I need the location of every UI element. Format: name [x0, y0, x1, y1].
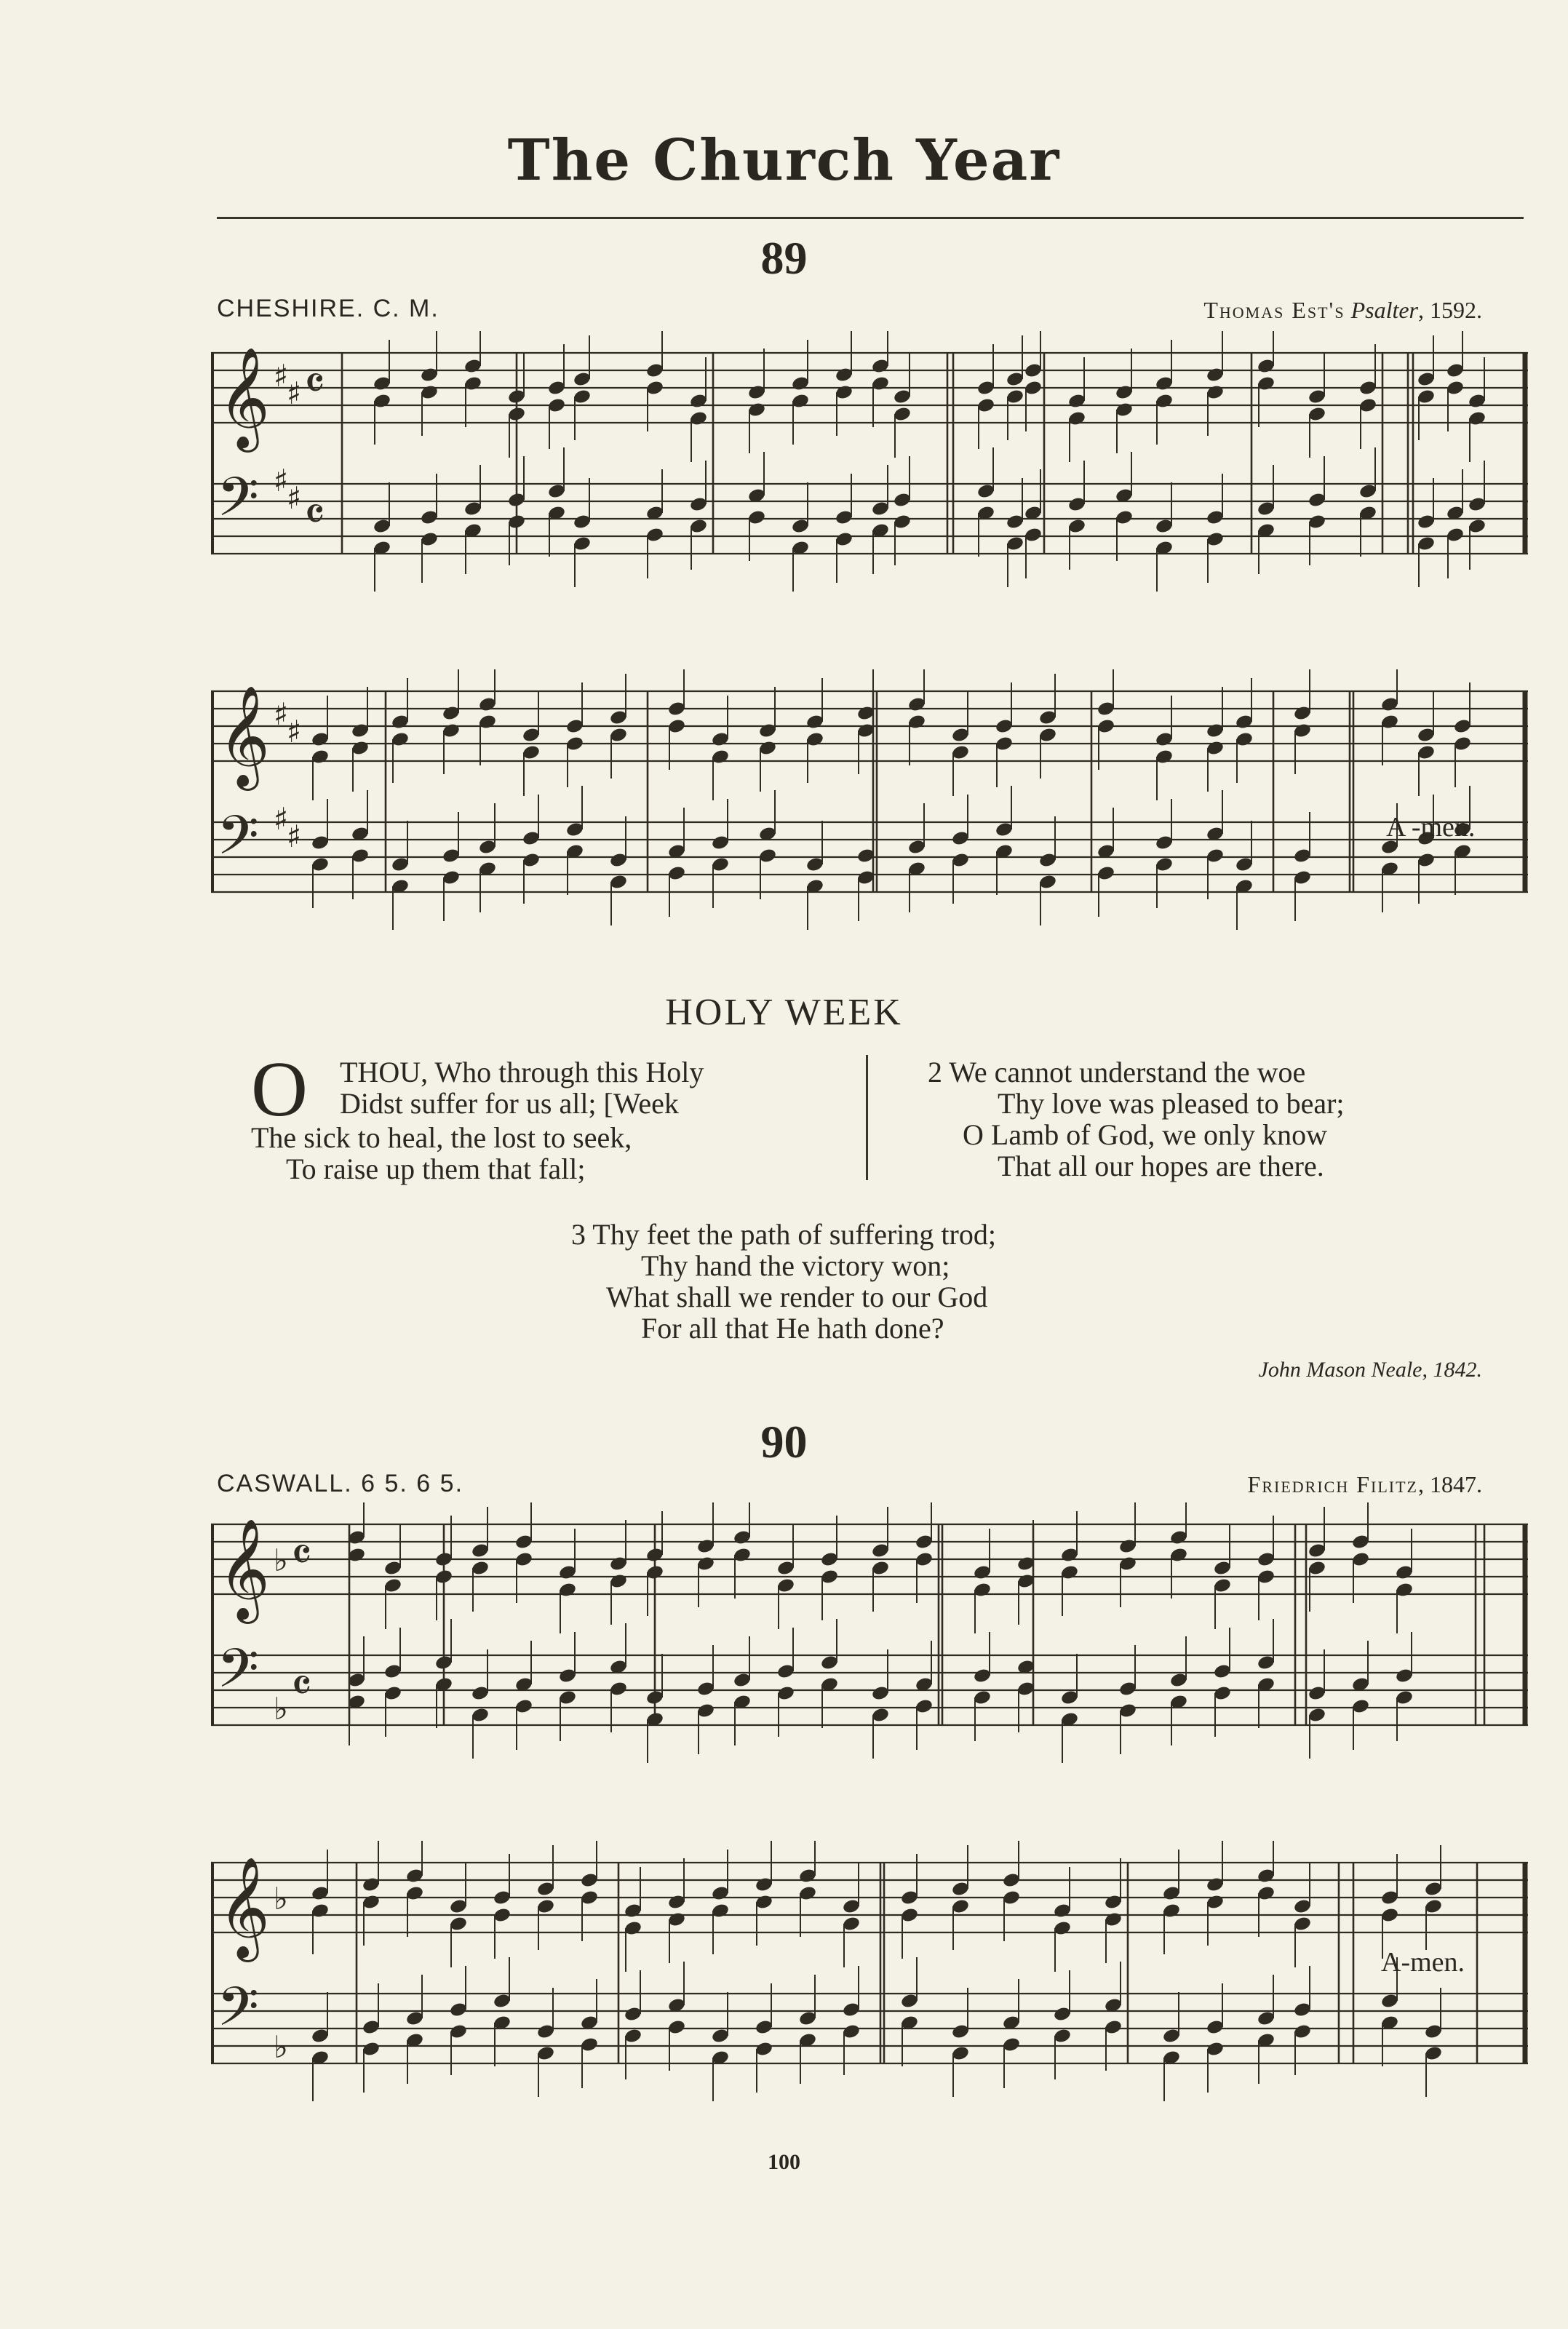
- sharp-icon: ♯: [274, 696, 289, 732]
- tune-meter: C. M.: [373, 295, 439, 322]
- composer-credit-90: [1248, 1471, 1482, 1498]
- common-time-icon: 𝄴: [291, 1529, 312, 1582]
- flat-icon: ♭: [274, 1542, 288, 1578]
- sharp-icon: ♯: [287, 714, 302, 749]
- hymn-number-89: 89: [760, 232, 808, 284]
- verse-3: [571, 1219, 1153, 1344]
- flat-icon: ♭: [274, 2029, 288, 2065]
- composer-year: , 1592.: [1418, 297, 1482, 323]
- verse-line: 2 We cannot understand the woe: [928, 1056, 1306, 1088]
- tune-name-cheshire: [217, 295, 439, 323]
- grand-staff: [211, 331, 1528, 622]
- verse-line: O Lamb of God, we only know: [963, 1118, 1328, 1151]
- flat-icon: ♭: [274, 1691, 288, 1727]
- music-system-90-a: [211, 1502, 1528, 1793]
- treble-clef-icon: 𝄞: [218, 1518, 270, 1620]
- verse-line: Thy hand the victory won;: [641, 1249, 950, 1282]
- grand-staff: [211, 1502, 1528, 1793]
- composer-year: , 1847.: [1418, 1471, 1482, 1497]
- bass-clef-icon: 𝄢: [217, 1975, 259, 2052]
- tune-name: CASWALL.: [217, 1470, 353, 1497]
- music-system-89-b: [211, 669, 1528, 960]
- grand-staff: [211, 1841, 1528, 2132]
- composer-credit-89: [1203, 297, 1482, 324]
- header-rule: [217, 217, 1524, 219]
- flat-icon: ♭: [274, 1881, 288, 1916]
- sharp-icon: ♯: [274, 358, 289, 394]
- composer-name: Thomas Est's: [1203, 297, 1345, 323]
- author-credit: John Mason Neale, 1842.: [1258, 1358, 1482, 1382]
- hymn-number-90: 90: [760, 1416, 808, 1468]
- verse-divider: [866, 1055, 868, 1180]
- tune-meter: 6 5. 6 5.: [361, 1470, 464, 1497]
- treble-clef-icon: 𝄞: [218, 347, 270, 448]
- verse-line: Thy love was pleased to bear;: [998, 1087, 1345, 1120]
- sharp-icon: ♯: [274, 463, 289, 498]
- composer-work: Psalter: [1350, 297, 1418, 323]
- sharp-icon: ♯: [287, 819, 302, 854]
- verse-line: That all our hopes are there.: [998, 1150, 1324, 1182]
- common-time-icon: 𝄴: [304, 357, 325, 411]
- verse-line: For all that He hath done?: [641, 1312, 944, 1345]
- verse-line: To raise up them that fall;: [286, 1152, 586, 1185]
- verse-2: [928, 1056, 1459, 1182]
- tune-name-caswall: [217, 1470, 463, 1498]
- verse-1: [251, 1046, 855, 1185]
- common-time-icon: 𝄴: [304, 488, 325, 542]
- treble-clef-icon: 𝄞: [218, 1857, 270, 1958]
- bass-clef-icon: 𝄢: [217, 1637, 259, 1713]
- drop-cap: O: [251, 1046, 308, 1133]
- verse-line: The sick to heal, the lost to seek,: [251, 1121, 632, 1154]
- sharp-icon: ♯: [274, 801, 289, 837]
- verse-line: What shall we render to our God: [606, 1281, 988, 1313]
- common-time-icon: 𝄴: [291, 1660, 312, 1713]
- music-system-89-a: [211, 331, 1528, 622]
- running-title: The Church Year: [507, 127, 1061, 194]
- sharp-icon: ♯: [287, 375, 302, 411]
- music-system-90-b: [211, 1841, 1528, 2132]
- bass-clef-icon: 𝄢: [217, 466, 259, 542]
- verse-line: Didst suffer for us all; [Week: [340, 1087, 679, 1120]
- hymn-title: HOLY WEEK: [665, 992, 903, 1033]
- sharp-icon: ♯: [287, 480, 302, 516]
- treble-clef-icon: 𝄞: [218, 685, 270, 787]
- verse-line: 3 Thy feet the path of suffering trod;: [571, 1218, 996, 1251]
- grand-staff: [211, 669, 1528, 960]
- amen-label-89: A -men.: [1386, 812, 1476, 843]
- tune-name: CHESHIRE.: [217, 295, 365, 322]
- verse-line: THOU, Who through this Holy: [340, 1056, 704, 1088]
- bass-clef-icon: 𝄢: [217, 804, 259, 880]
- page-number: 100: [768, 2150, 800, 2174]
- amen-label-90: A-men.: [1381, 1947, 1465, 1978]
- composer-name: Friedrich Filitz: [1247, 1471, 1418, 1497]
